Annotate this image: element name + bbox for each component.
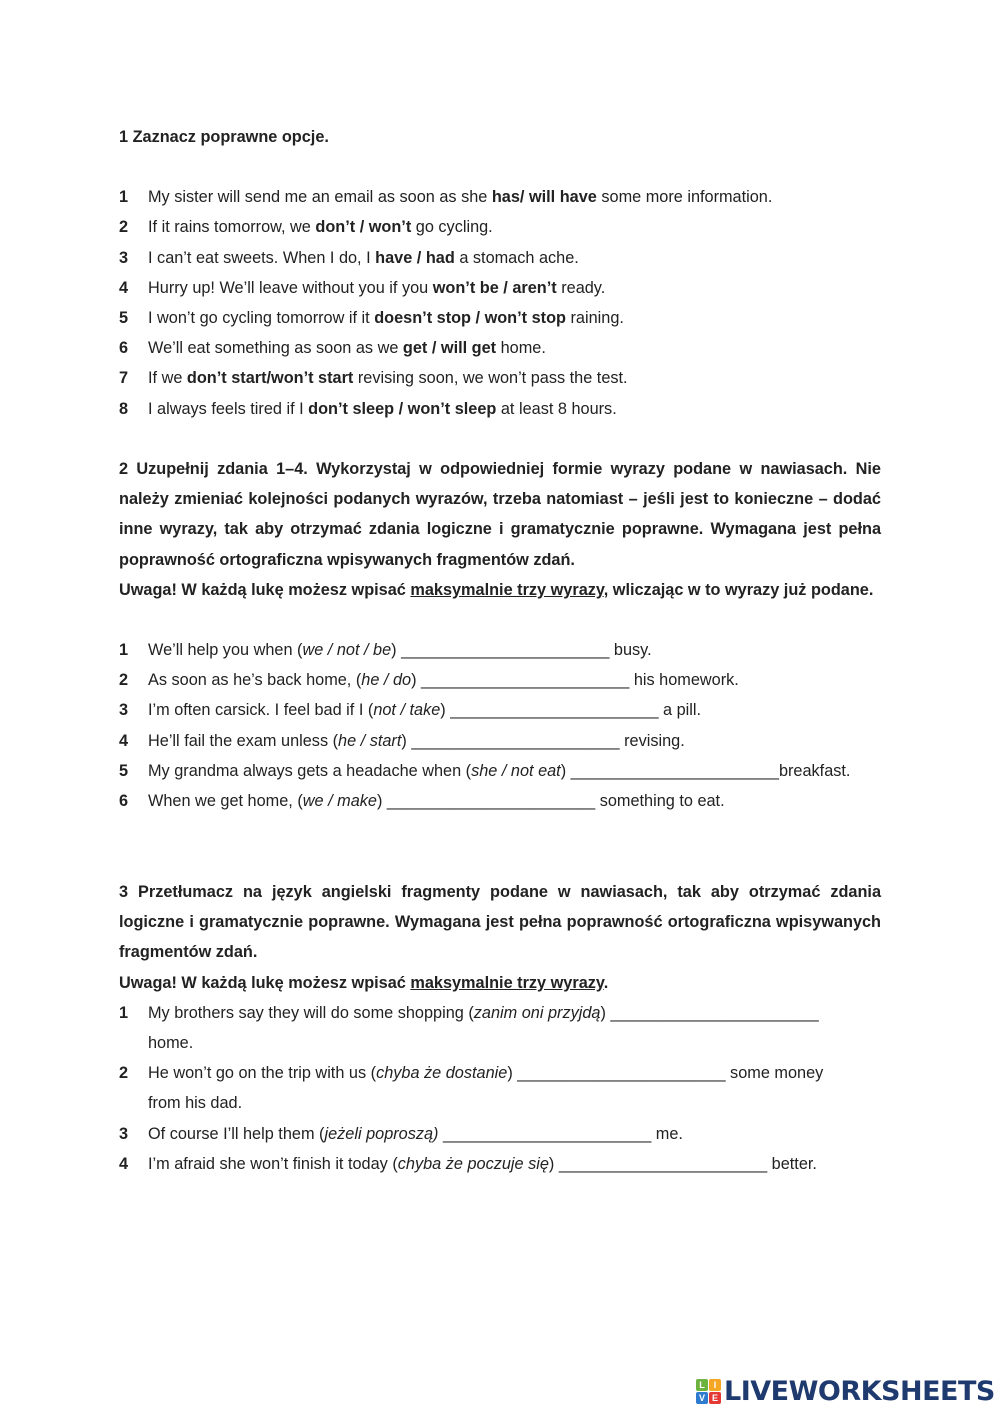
- sentence-text: ): [560, 761, 571, 780]
- sentence-text: go cycling.: [411, 218, 493, 237]
- answer-blank[interactable]: _______________________: [570, 761, 779, 780]
- exercise-item: [119, 665, 881, 695]
- logo-tile: V: [696, 1392, 708, 1404]
- prompt-words: zanim oni przyjdą: [473, 1003, 601, 1022]
- answer-blank[interactable]: _______________________: [450, 701, 659, 720]
- exercise-instructions: [119, 877, 881, 998]
- sentence-text: some money: [725, 1064, 824, 1083]
- item-number: 6: [119, 339, 129, 358]
- exercise-3: [119, 877, 881, 1179]
- sentence-text: I’m often carsick. I feel bad if I (: [148, 701, 374, 720]
- sentence-text: He won’t go on the trip with us (: [148, 1064, 377, 1083]
- exercise-1: [119, 122, 881, 424]
- exercise-item: [119, 726, 881, 756]
- prompt-words: we / not / be: [302, 641, 392, 660]
- sentence-text: revising.: [619, 731, 685, 750]
- answer-options: don’t / won’t: [315, 218, 412, 237]
- sentence-text: ): [507, 1064, 518, 1083]
- sentence-text: ): [440, 701, 451, 720]
- item-number: 3: [119, 248, 129, 267]
- prompt-words: he / do: [361, 671, 412, 690]
- sentence-text: Uwaga! W każdą lukę możesz wpisać: [119, 973, 411, 992]
- prompt-words: he / start: [338, 731, 402, 750]
- item-number: 6: [119, 792, 129, 811]
- item-number: 2: [119, 218, 129, 237]
- answer-blank[interactable]: _______________________: [401, 641, 610, 660]
- answer-options: don’t sleep / won’t sleep: [308, 399, 497, 418]
- sentence-text: If it rains tomorrow, we: [148, 218, 316, 237]
- sentence-text: ready.: [556, 278, 606, 297]
- prompt-words: chyba że poczuje się: [397, 1154, 549, 1173]
- sentence-text: 3 Przetłumacz na język angielski fragmenty podane w nawiasach, tak aby otrzymać zdania logiczne i gramatycznie poprawne. Wymagana jest pełna poprawność ortograficzna wpisywanych fragmentów zdań.: [119, 883, 881, 962]
- sentence-text: As soon as he’s back home, (: [148, 671, 362, 690]
- sentence-text: revising soon, we won’t pass the test.: [353, 369, 628, 388]
- logo-tile: L: [696, 1379, 708, 1391]
- sentence-text: a stomach ache.: [454, 248, 579, 267]
- exercise-item: [119, 695, 881, 725]
- exercise-item: [119, 243, 881, 273]
- answer-options: won’t be / aren’t: [432, 278, 557, 297]
- logo-tiles-icon: [696, 1379, 721, 1404]
- exercise-item: [119, 363, 881, 393]
- answer-blank[interactable]: _______________________: [558, 1154, 768, 1173]
- exercise-item: [119, 394, 881, 424]
- answer-options: doesn’t stop / won’t stop: [374, 309, 566, 328]
- sentence-text: maksymalnie trzy wyrazy: [410, 973, 604, 992]
- sentence-text: I won’t go cycling tomorrow if it: [148, 309, 375, 328]
- answer-options: have / had: [375, 248, 455, 267]
- item-number: 1: [119, 641, 129, 660]
- prompt-words: chyba że dostanie: [376, 1064, 508, 1083]
- exercise-2: [119, 454, 881, 816]
- exercise-instructions: [119, 454, 881, 605]
- item-number: 2: [119, 1064, 129, 1083]
- liveworksheets-logo: [696, 1376, 995, 1407]
- sentence-text: , wliczając w to wyrazy już podane.: [603, 580, 874, 599]
- exercise-item: [119, 635, 881, 665]
- sentence-text: home.: [148, 1034, 194, 1053]
- item-number: 3: [119, 1124, 129, 1143]
- sentence-text: We’ll eat something as soon as we: [148, 339, 403, 358]
- item-number: 4: [119, 1154, 129, 1173]
- exercise-item: [119, 333, 881, 363]
- sentence-text: 1 Zaznacz poprawne opcje.: [119, 128, 329, 146]
- sentence-text: me.: [651, 1124, 683, 1143]
- sentence-text: Of course I’ll help them (: [148, 1124, 325, 1143]
- sentence-text: We’ll help you when (: [148, 641, 303, 660]
- item-number: 7: [119, 369, 129, 388]
- sentence-text: ): [401, 731, 412, 750]
- sentence-text: some more information.: [596, 188, 773, 207]
- item-number: 5: [119, 309, 129, 328]
- exercise-item: [119, 273, 881, 303]
- sentence-text: ): [600, 1003, 611, 1022]
- sentence-text: from his dad.: [148, 1094, 243, 1113]
- item-number: 1: [119, 1003, 129, 1022]
- sentence-text: ): [391, 641, 402, 660]
- exercise-item: [119, 182, 881, 212]
- sentence-text: If we: [148, 369, 187, 388]
- prompt-words: she / not eat: [471, 761, 561, 780]
- sentence-text: Hurry up! We’ll leave without you if you: [148, 278, 433, 297]
- sentence-text: I can’t eat sweets. When I do, I: [148, 248, 376, 267]
- sentence-text: ): [376, 792, 387, 811]
- exercise-item: [119, 998, 881, 1058]
- answer-blank[interactable]: _______________________: [421, 671, 630, 690]
- sentence-text: He’ll fail the exam unless (: [148, 731, 339, 750]
- answer-options: don’t start/won’t start: [186, 369, 354, 388]
- exercise-item: [119, 1058, 881, 1118]
- item-number: 4: [119, 731, 129, 750]
- item-number: 3: [119, 701, 129, 720]
- answer-options: has/ will have: [491, 188, 597, 207]
- answer-blank[interactable]: _______________________: [610, 1003, 819, 1022]
- answer-options: get / will get: [402, 339, 497, 358]
- item-number: 8: [119, 399, 129, 418]
- sentence-text: something to eat.: [595, 792, 725, 811]
- sentence-text: home.: [496, 339, 546, 358]
- answer-blank[interactable]: _______________________: [443, 1124, 652, 1143]
- exercise-item: [119, 756, 881, 786]
- sentence-text: ): [548, 1154, 559, 1173]
- item-number: 5: [119, 761, 129, 780]
- item-number: 2: [119, 671, 129, 690]
- sentence-text: My sister will send me an email as soon as she: [148, 188, 492, 207]
- prompt-words: we / make: [302, 792, 377, 811]
- sentence-text: When we get home, (: [148, 792, 303, 811]
- exercise-instructions: [119, 122, 881, 152]
- prompt-words: jeżeli poproszą): [324, 1124, 439, 1143]
- exercise-item: [119, 1149, 881, 1179]
- answer-blank[interactable]: _______________________: [386, 792, 596, 811]
- exercise-item: [119, 303, 881, 333]
- sentence-text: ): [411, 671, 422, 690]
- sentence-text: .: [603, 973, 609, 992]
- sentence-text: his homework.: [629, 671, 739, 690]
- sentence-text: a pill.: [658, 701, 702, 720]
- item-number: 1: [119, 188, 129, 207]
- answer-blank[interactable]: _______________________: [411, 731, 620, 750]
- sentence-text: busy.: [609, 641, 652, 660]
- sentence-text: breakfast.: [778, 761, 851, 780]
- sentence-text: at least 8 hours.: [496, 399, 617, 418]
- exercise-item: [119, 1119, 881, 1149]
- item-number: 4: [119, 278, 129, 297]
- logo-text: LIVEWORKSHEETS: [724, 1376, 995, 1407]
- sentence-text: raining.: [565, 309, 624, 328]
- exercise-item: [119, 786, 881, 816]
- sentence-text: Uwaga! W każdą lukę możesz wpisać: [119, 580, 411, 599]
- sentence-text: My brothers say they will do some shopping (: [148, 1003, 474, 1022]
- sentence-text: better.: [767, 1154, 817, 1173]
- sentence-text: I’m afraid she won’t finish it today (: [148, 1154, 398, 1173]
- sentence-text: 2 Uzupełnij zdania 1–4. Wykorzystaj w odpowiedniej formie wyrazy podane w nawiasach. Nie należy zmieniać kolejności podanych wyrazów, trzeba natomiast – jeśli jest to konieczne – dodać inne wyrazy, tak aby otrzymać zdania logiczne i gramatycznie poprawne. Wymagana jest pełna poprawność ortograficzna wpisywanych fragmentów zdań.: [119, 460, 881, 569]
- sentence-text: I always feels tired if I: [148, 399, 309, 418]
- exercise-item: [119, 212, 881, 242]
- logo-tile: I: [709, 1379, 721, 1391]
- prompt-words: not / take: [373, 701, 441, 720]
- answer-blank[interactable]: _______________________: [517, 1064, 726, 1083]
- sentence-text: maksymalnie trzy wyrazy: [410, 580, 604, 599]
- logo-tile: E: [709, 1392, 721, 1404]
- sentence-text: My grandma always gets a headache when (: [148, 761, 472, 780]
